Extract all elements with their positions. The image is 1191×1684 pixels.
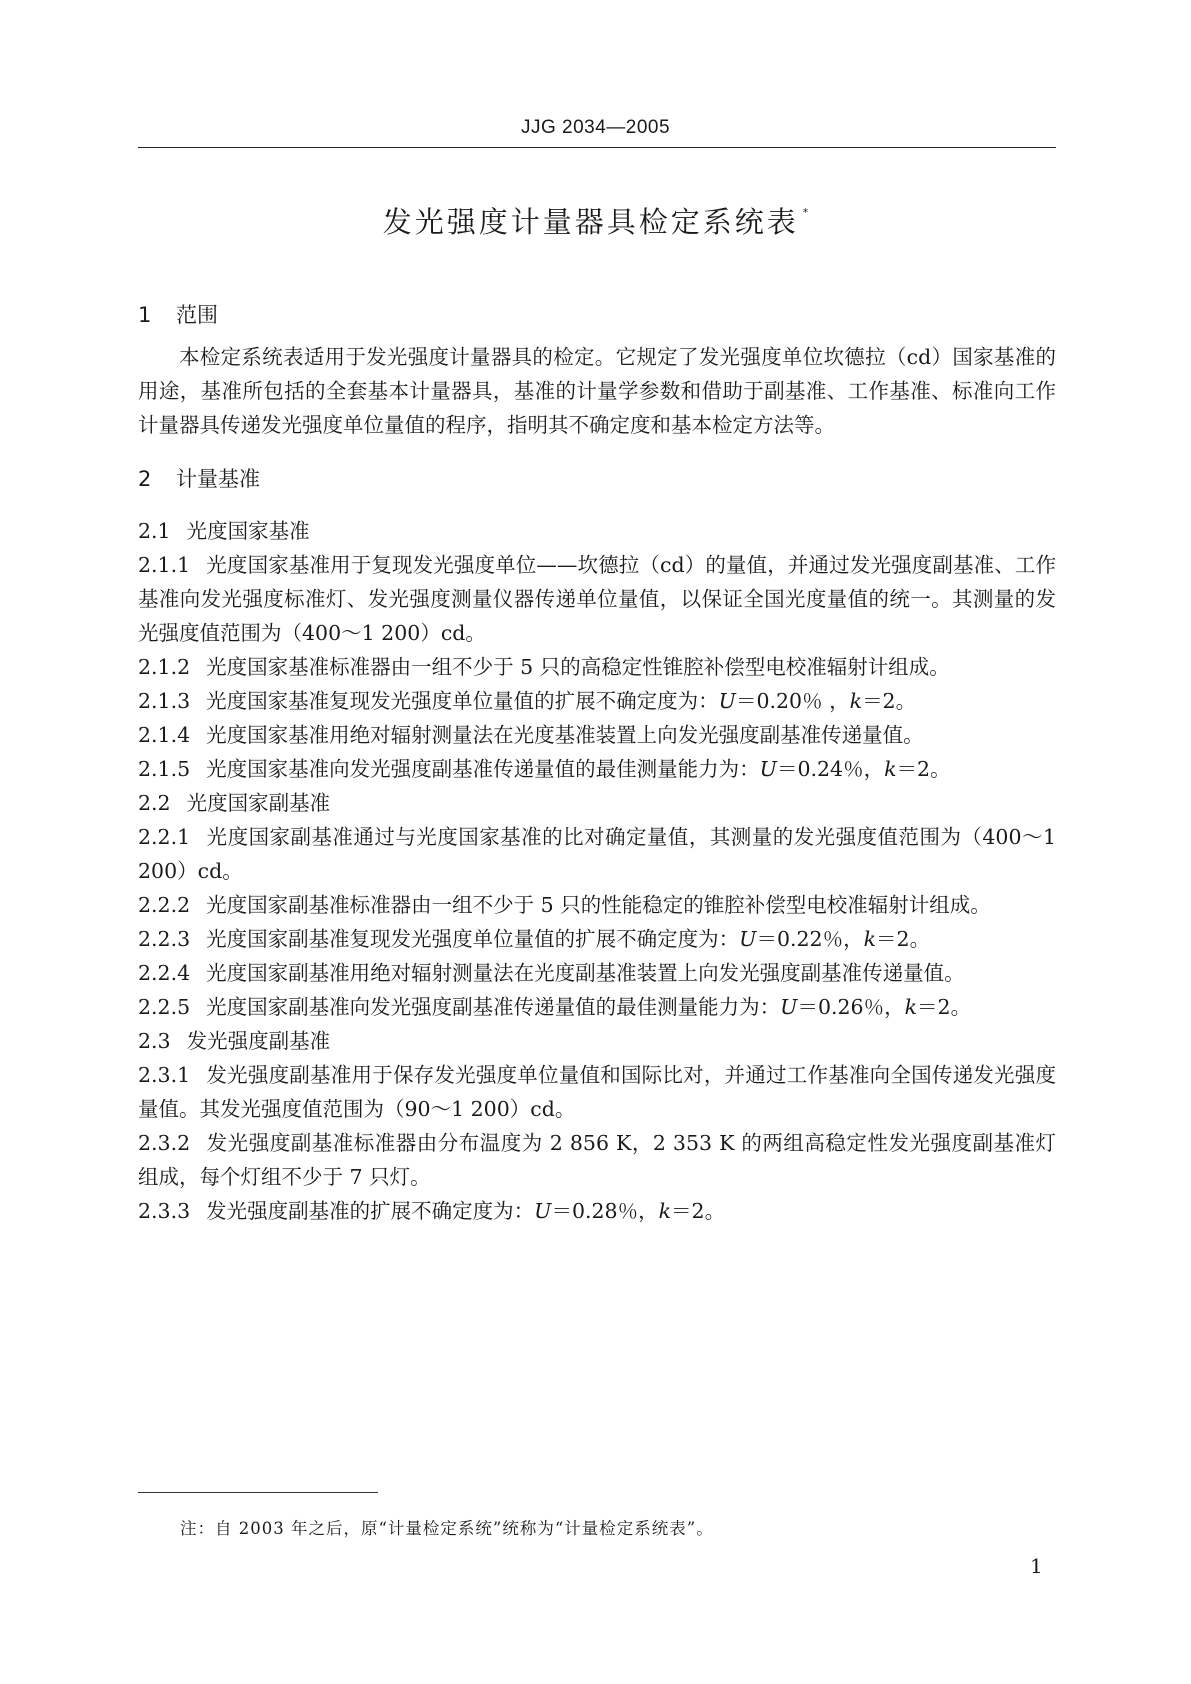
- clause-2-2-4: 2.2.4 光度国家副基准用绝对辐射测量法在光度副基准装置上向发光强度副基准传递量值。: [138, 961, 965, 985]
- page-number: 1: [1030, 1554, 1043, 1578]
- footnote-rule: [138, 1492, 378, 1493]
- page-title: [0, 200, 1191, 241]
- subsection-2-1-heading: 2.1 光度国家基准: [138, 519, 310, 543]
- subsection-2-3-heading: 2.3 发光强度副基准: [138, 1029, 331, 1053]
- section-1-heading: 1 范围: [138, 303, 218, 327]
- section-2-heading: 2 计量基准: [138, 467, 260, 491]
- clause-2-1-4: 2.1.4 光度国家基准用绝对辐射测量法在光度基准装置上向发光强度副基准传递量值。: [138, 723, 924, 747]
- title-footnote-mark: *: [802, 206, 809, 219]
- section-1-body: 本检定系统表适用于发光强度计量器具的检定。它规定了发光强度单位坎德拉（cd）国家基准的用途，基准所包括的全套基本计量器具，基准的计量学参数和借助于副基准、工作基准、标准向工作计量器具传递发光强度单位量值的程序，指明其不确定度和基本检定方法等。: [138, 345, 1056, 437]
- clause-2-1-3: 2.1.3 光度国家基准复现发光强度单位量值的扩展不确定度为：U＝0.20％ ，k＝2。: [138, 689, 917, 713]
- clause-2-1-2: 2.1.2 光度国家基准标准器由一组不少于 5 只的高稳定性锥腔补偿型电校准辐射计组成。: [138, 655, 950, 679]
- subsection-2-2-heading: 2.2 光度国家副基准: [138, 791, 331, 815]
- standard-code-header: JJG 2034—2005: [520, 117, 671, 138]
- clause-2-3-3: 2.3.3 发光强度副基准的扩展不确定度为：U＝0.28％，k＝2。: [138, 1199, 726, 1223]
- clause-2-2-2: 2.2.2 光度国家副基准标准器由一组不少于 5 只的性能稳定的锥腔补偿型电校准辐射计组成。: [138, 893, 991, 917]
- clause-2-1-5: 2.1.5 光度国家基准向发光强度副基准传递量值的最佳测量能力为：U＝0.24％，k＝2。: [138, 757, 951, 781]
- clause-2-2-3: 2.2.3 光度国家副基准复现发光强度单位量值的扩展不确定度为：U＝0.22％，k＝2。: [138, 927, 931, 951]
- clause-2-2-1: 2.2.1 光度国家副基准通过与光度国家基准的比对确定量值，其测量的发光强度值范围为（400～1 200）cd。: [138, 825, 1056, 883]
- title-text: 发光强度计量器具检定系统表: [382, 205, 799, 239]
- clause-2-3-2: 2.3.2 发光强度副基准标准器由分布温度为 2 856 K，2 353 K 的两组高稳定性发光强度副基准灯组成，每个灯组不少于 7 只灯。: [138, 1131, 1056, 1189]
- footnote: 注：自 2003 年之后，原“计量检定系统”统称为“计量检定系统表”。: [180, 1519, 714, 1538]
- document-body: [138, 298, 1056, 1228]
- clause-2-2-5: 2.2.5 光度国家副基准向发光强度副基准传递量值的最佳测量能力为：U＝0.26％，k＝2。: [138, 995, 972, 1019]
- clause-2-3-1: 2.3.1 发光强度副基准用于保存发光强度单位量值和国际比对，并通过工作基准向全国传递发光强度量值。其发光强度值范围为（90～1 200）cd。: [138, 1063, 1056, 1121]
- clause-2-1-1: 2.1.1 光度国家基准用于复现发光强度单位——坎德拉（cd）的量值，并通过发光强度副基准、工作基准向发光强度标准灯、发光强度测量仪器传递单位量值，以保证全国光度量值的统一。其测量的发光强度值范围为（400～1 200）cd。: [138, 553, 1056, 645]
- header-rule: [138, 147, 1056, 148]
